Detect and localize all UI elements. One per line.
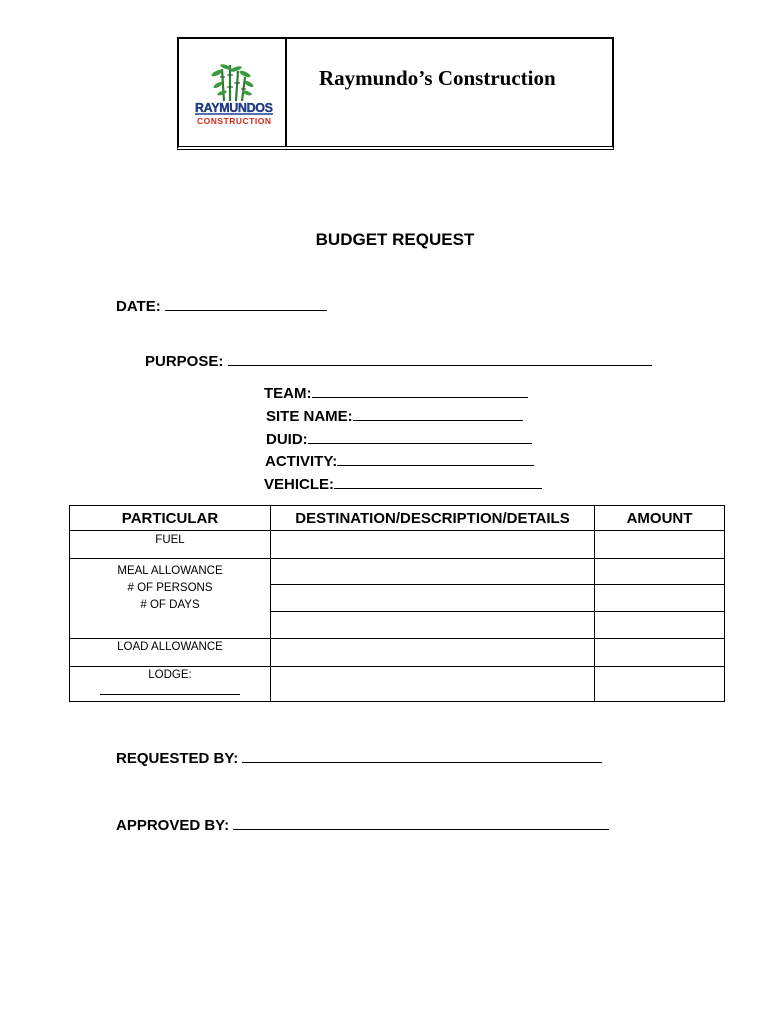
purpose-input-line[interactable] (228, 353, 652, 366)
team-field[interactable] (264, 385, 528, 402)
header-divider (285, 39, 287, 146)
fuel-particular (70, 531, 271, 559)
bamboo-logo-icon (189, 63, 279, 127)
fuel-details-cell[interactable] (271, 531, 595, 559)
date-field[interactable] (116, 298, 327, 315)
meal-details-cell-2[interactable] (271, 585, 595, 612)
meal-row-1 (70, 559, 725, 585)
site-name-field[interactable] (266, 408, 523, 425)
load-allowance-label: LOAD ALLOWANCE (117, 641, 223, 653)
vehicle-input-line[interactable] (334, 476, 542, 489)
site-name-label: SITE NAME: (266, 408, 353, 425)
activity-input-line[interactable] (337, 453, 534, 466)
duid-field[interactable] (266, 431, 532, 448)
lodge-label: LODGE: (148, 669, 192, 681)
logo-text-top: RAYMUNDOS (195, 101, 273, 115)
particular-header: PARTICULAR (70, 506, 271, 531)
company-name: Raymundo’s Construction (319, 66, 556, 90)
fuel-row (70, 531, 725, 559)
site-name-input-line[interactable] (353, 408, 523, 421)
approved-by-input-line[interactable] (233, 817, 609, 830)
meal-amount-cell-2[interactable] (595, 585, 725, 612)
team-input-line[interactable] (312, 385, 528, 398)
page-title: BUDGET REQUEST (315, 230, 475, 249)
table-header-row (70, 506, 725, 531)
meal-amount-cell-1[interactable] (595, 559, 725, 585)
approved-by-field[interactable] (116, 817, 609, 834)
meal-details-cell-3[interactable] (271, 612, 595, 639)
details-header: DESTINATION/DESCRIPTION/DETAILS (271, 506, 595, 531)
company-logo (189, 63, 279, 127)
load-row (70, 639, 725, 667)
duid-label: DUID: (266, 431, 308, 448)
num-days-label: # OF DAYS (140, 599, 200, 611)
purpose-field[interactable] (145, 353, 652, 370)
requested-by-label: REQUESTED BY: (116, 750, 239, 767)
lodge-details-cell[interactable] (271, 667, 595, 702)
fuel-label: FUEL (155, 534, 185, 546)
requested-by-input-line[interactable] (242, 750, 602, 763)
approved-by-label: APPROVED BY: (116, 817, 230, 834)
activity-field[interactable] (265, 453, 534, 470)
purpose-label: PURPOSE: (145, 353, 224, 370)
lodge-amount-cell[interactable] (595, 667, 725, 702)
fuel-amount-cell[interactable] (595, 531, 725, 559)
activity-label: ACTIVITY: (265, 453, 338, 470)
lodge-row (70, 667, 725, 702)
duid-input-line[interactable] (308, 431, 532, 444)
team-label: TEAM: (264, 385, 312, 402)
meal-details-cell-1[interactable] (271, 559, 595, 585)
meal-allowance-label: MEAL ALLOWANCE (117, 565, 223, 577)
load-details-cell[interactable] (271, 639, 595, 667)
vehicle-field[interactable] (264, 476, 542, 493)
date-input-line[interactable] (165, 298, 327, 311)
date-label: DATE: (116, 298, 161, 315)
load-amount-cell[interactable] (595, 639, 725, 667)
logo-text-bottom: CONSTRUCTION (197, 116, 271, 126)
amount-header: AMOUNT (595, 506, 725, 531)
lodge-input-line[interactable] (100, 684, 240, 695)
meal-particular (70, 559, 271, 639)
budget-table (69, 505, 725, 702)
load-particular (70, 639, 271, 667)
lodge-particular (70, 667, 271, 702)
num-persons-label: # OF PERSONS (127, 582, 213, 594)
requested-by-field[interactable] (116, 750, 602, 767)
header-box (177, 37, 614, 150)
vehicle-label: VEHICLE: (264, 476, 335, 493)
meal-amount-cell-3[interactable] (595, 612, 725, 639)
